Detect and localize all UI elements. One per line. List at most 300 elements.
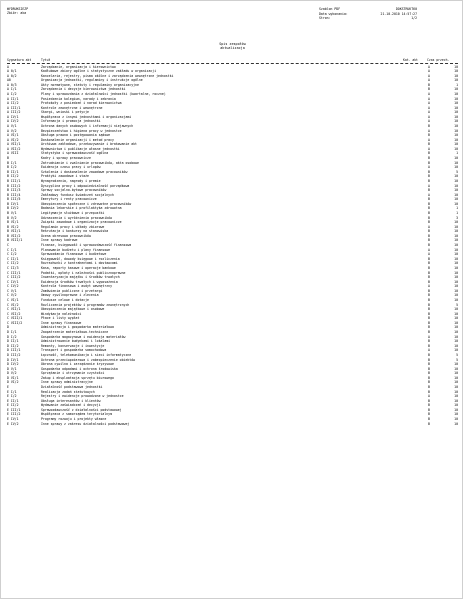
row-retention: 10: [454, 380, 458, 385]
row-category: A: [428, 394, 430, 399]
row-title: Posiedzenia kolegium, narady i zebrania: [41, 96, 116, 101]
row-retention: 10: [454, 114, 458, 119]
row-retention: 10: [454, 110, 458, 115]
row-category: B: [428, 220, 430, 225]
row-category: B: [428, 197, 430, 202]
row-category: A: [428, 101, 430, 106]
row-category: A: [428, 73, 430, 78]
row-category: B: [428, 87, 430, 92]
row-code: B III/2: [7, 183, 21, 188]
row-title: Gospodarka odpadami i ochrona środowiska: [41, 366, 118, 371]
row-code: C IV/2: [7, 284, 19, 289]
row-code: B III/1: [7, 178, 21, 183]
row-title: Sprzątanie i utrzymanie czystości: [41, 371, 105, 376]
row-retention: 10: [454, 178, 458, 183]
row-category: B: [428, 211, 430, 215]
row-category: A: [428, 114, 430, 119]
row-retention: 10: [454, 371, 458, 376]
row-title: Płace i listy wypłat: [41, 316, 80, 321]
row-category: B: [428, 188, 430, 193]
row-retention: 10: [454, 311, 458, 316]
row-title: Wynagrodzenia, nagrody i premie: [41, 178, 101, 183]
row-retention: 10: [454, 238, 458, 243]
row-code: D III/1: [7, 348, 21, 353]
row-title: Kadry i sprawy pracownicze: [41, 156, 91, 161]
row-category: A: [428, 137, 430, 142]
document-title: [1, 42, 463, 51]
row-code: C VIII/1: [7, 316, 23, 321]
row-code: D VI/1: [7, 375, 19, 380]
row-retention: 10: [454, 403, 458, 408]
row-retention: 10: [454, 229, 458, 234]
column-header-category: Kat. akt: [403, 58, 418, 62]
row-code: D VI/2: [7, 380, 19, 385]
row-title: Związki zawodowe i organizacje pracownicze: [41, 220, 122, 225]
row-code: C V/2: [7, 293, 17, 298]
row-code: A 0/1: [7, 69, 17, 74]
row-code: B V/1: [7, 211, 17, 215]
row-title: Protokoły z posiedzeń i narad kierownictwa: [41, 101, 122, 106]
row-retention: 5: [456, 169, 458, 174]
row-retention: 5: [456, 302, 458, 307]
row-retention: 10: [454, 91, 458, 96]
row-retention: 10: [454, 128, 458, 133]
row-retention: 10: [454, 224, 458, 229]
row-title: Archiwum zakładowe, przekazywanie i brakowanie akt: [41, 142, 137, 147]
row-code: E: [7, 384, 9, 389]
row-code: A III/1: [7, 105, 21, 110]
row-category: B: [428, 412, 430, 417]
row-title: Ubezpieczenia majątkowe i osobowe: [41, 307, 105, 312]
row-category: B: [428, 279, 430, 284]
row-retention: 10: [454, 330, 458, 335]
row-title: Inwentaryzacja majątku i środków trwałych: [41, 275, 120, 280]
row-category: B: [428, 160, 430, 165]
row-category: B: [428, 297, 430, 302]
row-title: Finanse, księgowość i sprawozdawczość finansowa: [41, 243, 132, 248]
row-code: A VI/1: [7, 133, 19, 138]
row-title: Współpraca z samorządem terytorialnym: [41, 412, 113, 417]
row-title: Kadłubowe zbiory ogólne i statystyczne zakładu w organizacji: [41, 69, 157, 74]
row-code: C VI/1: [7, 297, 19, 302]
row-code: E I/2: [7, 394, 17, 399]
row-title: Inne sprawy z zakresu działalności podstawowej: [41, 421, 130, 426]
row-title: Wydawanie zaświadczeń i decyzji: [41, 403, 101, 408]
row-title: Plany i sprawozdania z działalności jednostki (kwartalne, roczne): [41, 91, 166, 96]
row-retention: 10: [454, 252, 458, 257]
row-code: D I/2: [7, 334, 17, 339]
row-retention: 10: [454, 160, 458, 165]
row-retention: 10: [454, 297, 458, 302]
row-code: C: [7, 243, 9, 248]
row-code: D I/1: [7, 330, 17, 335]
row-title: Planowanie budżetu i plany finansowe: [41, 247, 111, 252]
row-category: B: [428, 330, 430, 335]
row-title: Windykacja należności: [41, 311, 82, 316]
title-line: Spis zespołów: [219, 42, 246, 46]
row-code: C II/3: [7, 265, 19, 270]
row-category: B: [428, 256, 430, 261]
row-code: A I/1: [7, 87, 17, 92]
row-category: B: [428, 398, 430, 403]
row-title: Informacja i promocja jednostki: [41, 119, 101, 124]
row-title: Umowy cywilnoprawne i zlecenia: [41, 293, 99, 298]
row-code: B VII/2: [7, 233, 21, 238]
row-title: Inne sprawy kadrowe: [41, 238, 78, 243]
row-category: B: [428, 133, 430, 138]
row-title: Kasa, raporty kasowe i operacje bankowe: [41, 265, 116, 270]
row-retention: 5: [456, 357, 458, 362]
row-title: Zakładowy fundusz świadczeń socjalnych: [41, 192, 114, 197]
row-title: Legitymacje służbowe i przepustki: [41, 211, 105, 215]
row-title: Skargi, wnioski i petycje: [41, 110, 89, 115]
row-code: C II/2: [7, 261, 19, 266]
row-retention: 10: [454, 316, 458, 321]
row-code: A VIII: [7, 151, 19, 156]
row-code: B IV/1: [7, 201, 19, 206]
row-category: A: [428, 252, 430, 257]
row-category: B: [428, 215, 430, 220]
row-retention: 10: [454, 261, 458, 266]
row-code: B III/4: [7, 192, 21, 197]
row-retention: 10: [454, 233, 458, 238]
row-title: Odznaczenia i wyróżnienia pracowników: [41, 215, 113, 220]
row-retention: 10: [454, 105, 458, 110]
table-row: [7, 422, 458, 427]
row-category: A: [428, 224, 430, 229]
row-title: Realizacja zadań statutowych: [41, 389, 95, 394]
row-category: A: [428, 146, 430, 151]
row-category: A: [428, 64, 430, 69]
row-category: B: [428, 124, 430, 129]
row-retention: 10: [454, 78, 458, 83]
header-meta-value: 21.10.2010 14:57:27: [380, 11, 417, 16]
row-category: B: [428, 352, 430, 357]
row-category: B: [428, 417, 430, 422]
row-title: Obrona cywilna i zarządzanie kryzysowe: [41, 362, 114, 367]
row-title: Fundusze celowe i dotacje: [41, 297, 89, 302]
row-category: B: [428, 156, 430, 161]
row-retention: 10: [454, 133, 458, 138]
row-code: A 0/2: [7, 73, 17, 78]
row-retention: 10: [454, 325, 458, 330]
row-category: B: [428, 325, 430, 330]
row-title: Zakup i eksploatacja sprzętu biurowego: [41, 375, 114, 380]
row-title: Programy rozwoju i projekty własne: [41, 417, 107, 422]
row-title: Łączność, telekomunikacja i sieci informatyczne: [41, 352, 132, 357]
row-title: Sprawozdawczość z działalności podstawowej: [41, 407, 122, 412]
row-category: A: [428, 110, 430, 115]
row-title: Dyscyplina pracy i odpowiedzialność porządkowa: [41, 183, 130, 188]
row-retention: 10: [454, 320, 458, 325]
row-category: B: [428, 375, 430, 380]
row-code: A II/2: [7, 101, 19, 106]
row-retention: 10: [454, 247, 458, 252]
row-code: A I/2: [7, 91, 17, 96]
row-title: Bezpieczeństwo i higiena pracy w jednostce: [41, 128, 122, 133]
row-title: Ochrona przeciwpożarowa i zabezpieczenie obiektów: [41, 357, 136, 362]
row-category: B: [428, 357, 430, 362]
row-code: C VI/2: [7, 302, 19, 307]
row-retention: 10: [454, 288, 458, 293]
row-retention: 10: [454, 201, 458, 206]
row-retention: 1: [456, 211, 458, 215]
row-category: A: [428, 96, 430, 101]
row-category: B: [428, 307, 430, 312]
row-title: Inne sprawy administracyjne: [41, 380, 93, 385]
row-category: A: [428, 334, 430, 339]
collection-name: Zbiór: aka: [7, 11, 27, 16]
row-code: A0: [7, 78, 11, 83]
row-code: A V/1: [7, 124, 17, 129]
row-retention: 10: [454, 307, 458, 312]
row-retention: 10: [454, 407, 458, 412]
row-title: Gospodarka magazynowa i ewidencja materiałów: [41, 334, 126, 339]
row-retention: 10: [454, 119, 458, 124]
row-title: Kancelaria, rejestry, pisma okólne i zarządzenia wewnętrzne jednostki: [41, 73, 174, 78]
row-title: Działalność podstawowa jednostki: [41, 384, 103, 389]
row-code: E II/2: [7, 403, 19, 408]
row-category: B: [428, 403, 430, 408]
header-meta-label: Data wykonania:: [319, 11, 348, 16]
row-category: A: [428, 119, 430, 124]
header-meta-value: 1/2: [411, 16, 417, 21]
row-retention: 10: [454, 69, 458, 74]
row-title: Doskonalenie organizacji i metod pracy: [41, 137, 114, 142]
row-title: Ewidencja czasu pracy i urlopów: [41, 165, 101, 170]
row-retention: 10: [454, 348, 458, 353]
row-code: D IV/2: [7, 362, 19, 367]
row-category: B: [428, 178, 430, 183]
row-code: E IV/1: [7, 417, 19, 422]
row-retention: 10: [454, 64, 458, 69]
row-title: Obsługa prawna i postępowania sądowe: [41, 133, 111, 138]
row-retention: 10: [454, 293, 458, 298]
row-code: C II/1: [7, 256, 19, 261]
row-category: B: [428, 380, 430, 385]
header-left: [7, 7, 28, 16]
row-category: A: [428, 348, 430, 353]
row-retention: 10: [454, 343, 458, 348]
row-code: B II/1: [7, 169, 19, 174]
row-code: B VI/1: [7, 220, 19, 225]
row-title: Ewidencja środków trwałych i wyposażenia: [41, 279, 118, 284]
row-category: B: [428, 151, 430, 156]
row-retention: 10: [454, 156, 458, 161]
row-title: Transport i gospodarka samochodowa: [41, 348, 107, 353]
row-category: B: [428, 229, 430, 234]
row-category: A: [428, 128, 430, 133]
row-category: B: [428, 339, 430, 344]
row-code: B I/2: [7, 165, 17, 170]
row-title: Badania lekarskie i profilaktyka zdrowotna: [41, 206, 122, 211]
row-code: D: [7, 325, 9, 330]
row-title: Zarządzenia i decyzje kierownictwa jednostki: [41, 87, 126, 92]
row-code: B III/5: [7, 197, 21, 202]
row-title: Regulamin pracy i układy zbiorowe: [41, 224, 105, 229]
row-title: Kontrola finansowa i audyt wewnętrzny: [41, 284, 113, 289]
row-retention: 10: [454, 394, 458, 399]
row-retention: 10: [454, 183, 458, 188]
row-title: Kontrole zewnętrzne i wewnętrzne: [41, 105, 103, 110]
row-category: A: [428, 165, 430, 170]
row-retention: 10: [454, 188, 458, 193]
header-meta-value: DOKSTRUKT60: [395, 7, 417, 11]
row-category: B: [428, 201, 430, 206]
row-code: C VII/1: [7, 307, 21, 312]
row-retention: 10: [454, 220, 458, 225]
row-code: B I/1: [7, 160, 17, 165]
row-title: Administracja i gospodarka materiałowa: [41, 325, 114, 330]
row-code: C I/2: [7, 252, 17, 257]
row-category: A: [428, 105, 430, 110]
row-retention: 10: [454, 389, 458, 394]
row-title: Rejestry i ewidencje prowadzone w jednostce: [41, 394, 124, 399]
row-retention: 5: [456, 352, 458, 357]
row-category: B: [428, 261, 430, 266]
row-retention: 10: [454, 96, 458, 101]
row-title: Ochrona danych osobowych i informacji niejawnych: [41, 124, 134, 129]
row-retention: 10: [454, 275, 458, 280]
row-title: Sprawozdania finansowe i budżetowe: [41, 252, 107, 257]
row-retention: 10: [454, 412, 458, 417]
row-category: B: [428, 270, 430, 275]
row-code: A II/1: [7, 96, 19, 101]
row-title: Emerytury i renty pracownicze: [41, 197, 97, 202]
row-category: B: [428, 384, 430, 389]
column-header-title: Tytuł: [41, 58, 51, 62]
row-code: E II/1: [7, 398, 19, 403]
row-code: A 0/3: [7, 82, 17, 87]
row-category: A: [428, 284, 430, 289]
column-header-code: Sygnatura akt: [7, 58, 32, 62]
row-retention: 10: [454, 137, 458, 142]
row-code: D II/1: [7, 339, 19, 344]
row-retention: 10: [454, 265, 458, 270]
row-code: E IV/2: [7, 421, 19, 426]
row-retention: 1: [456, 151, 458, 156]
row-retention: 10: [454, 334, 458, 339]
row-retention: 10: [454, 124, 458, 129]
row-retention: 10: [454, 256, 458, 261]
row-retention: 10: [454, 174, 458, 179]
row-title: Wydawnictwa i publikacje własne jednostki: [41, 146, 120, 151]
row-category: A: [428, 78, 430, 83]
row-retention: 10: [454, 101, 458, 106]
row-retention: 10: [454, 375, 458, 380]
row-category: B: [428, 288, 430, 293]
header-meta-label: Stron:: [319, 16, 331, 21]
row-title: Podatki, opłaty i należności publicznoprawne: [41, 270, 126, 275]
row-retention: 10: [454, 73, 458, 78]
subtitle-line: aktualizacja: [220, 46, 245, 51]
row-title: Zamówienia publiczne i przetargi: [41, 288, 103, 293]
row-retention: 10: [454, 398, 458, 403]
row-retention: 10: [454, 146, 458, 151]
row-code: C I/1: [7, 247, 17, 252]
row-category: B: [428, 142, 430, 147]
row-title: Administrowanie budynkami i lokalami: [41, 339, 111, 344]
row-category: A: [428, 69, 430, 74]
row-retention: 10: [454, 270, 458, 275]
row-category: B: [428, 265, 430, 270]
row-title: Sprawy socjalno-bytowe pracowników: [41, 188, 107, 193]
row-title: Rozliczenia projektów i programów zewnętrznych: [41, 302, 130, 307]
row-retention: 10: [454, 197, 458, 202]
row-category: B: [428, 311, 430, 316]
row-category: B: [428, 174, 430, 179]
row-category: B: [428, 302, 430, 307]
row-code: C VII/2: [7, 311, 21, 316]
row-category: B: [428, 389, 430, 394]
row-title: Zarządzanie, organizacja i kierownictwo: [41, 64, 116, 69]
row-title: Statystyka i sprawozdawczość ogólna: [41, 151, 109, 156]
row-category: B: [428, 320, 430, 325]
row-category: B: [428, 275, 430, 280]
row-category: B: [428, 293, 430, 298]
row-title: Rekrutacja i konkursy na stanowiska: [41, 229, 109, 234]
row-code: A V/2: [7, 128, 17, 133]
row-retention: 10: [454, 243, 458, 248]
row-code: A IV/2: [7, 119, 19, 124]
row-code: B VI/2: [7, 224, 19, 229]
row-retention: 10: [454, 279, 458, 284]
row-title: Organizacja jednostki, regulaminy i instrukcje ogólne: [41, 78, 143, 83]
row-code: D II/2: [7, 343, 19, 348]
row-category: B: [428, 366, 430, 371]
row-code: B IV/2: [7, 206, 19, 211]
row-code: A IV/1: [7, 114, 19, 119]
column-header-retention: Czas przech.: [427, 58, 450, 62]
row-code: A III/2: [7, 110, 21, 115]
row-title: Obsługa interesantów i klientów: [41, 398, 101, 403]
row-code: B III/3: [7, 188, 21, 193]
row-code: B II/2: [7, 174, 19, 179]
row-title: Ubezpieczenia społeczne i zdrowotne pracowników: [41, 201, 132, 206]
row-category: B: [428, 233, 430, 238]
table-body: [7, 65, 458, 427]
row-retention: 10: [454, 417, 458, 422]
row-code: B V/2: [7, 215, 17, 220]
row-title: Współpraca z innymi jednostkami i organizacjami: [41, 114, 132, 119]
row-code: C V/1: [7, 288, 17, 293]
row-title: Inne sprawy finansowe: [41, 320, 82, 325]
row-retention: 10: [454, 87, 458, 92]
row-category: B: [428, 316, 430, 321]
row-title: Zatrudnianie i zwalnianie pracowników, akta osobowe: [41, 160, 139, 165]
row-title: Remonty, konserwacje i inwestycje: [41, 343, 105, 348]
row-code: D V/2: [7, 371, 17, 376]
row-retention: 1: [456, 206, 458, 211]
row-category: B: [428, 169, 430, 174]
row-code: C IV/1: [7, 279, 19, 284]
row-code: B VIII/1: [7, 238, 23, 243]
row-code: B VII/1: [7, 229, 21, 234]
row-category: A: [428, 183, 430, 188]
row-code: A VI/2: [7, 137, 19, 142]
row-category: B: [428, 407, 430, 412]
row-title: Zaopatrzenie materiałowo-techniczne: [41, 330, 109, 335]
row-retention: 10: [454, 165, 458, 170]
row-category: B: [428, 371, 430, 376]
row-category: B: [428, 206, 430, 211]
row-retention: 10: [454, 384, 458, 389]
row-code: D V/1: [7, 366, 17, 371]
row-retention: 10: [454, 284, 458, 289]
row-title: Akty normatywne, statuty i regulaminy organizacyjne: [41, 82, 139, 87]
row-retention: 10: [454, 192, 458, 197]
row-category: B: [428, 238, 430, 243]
